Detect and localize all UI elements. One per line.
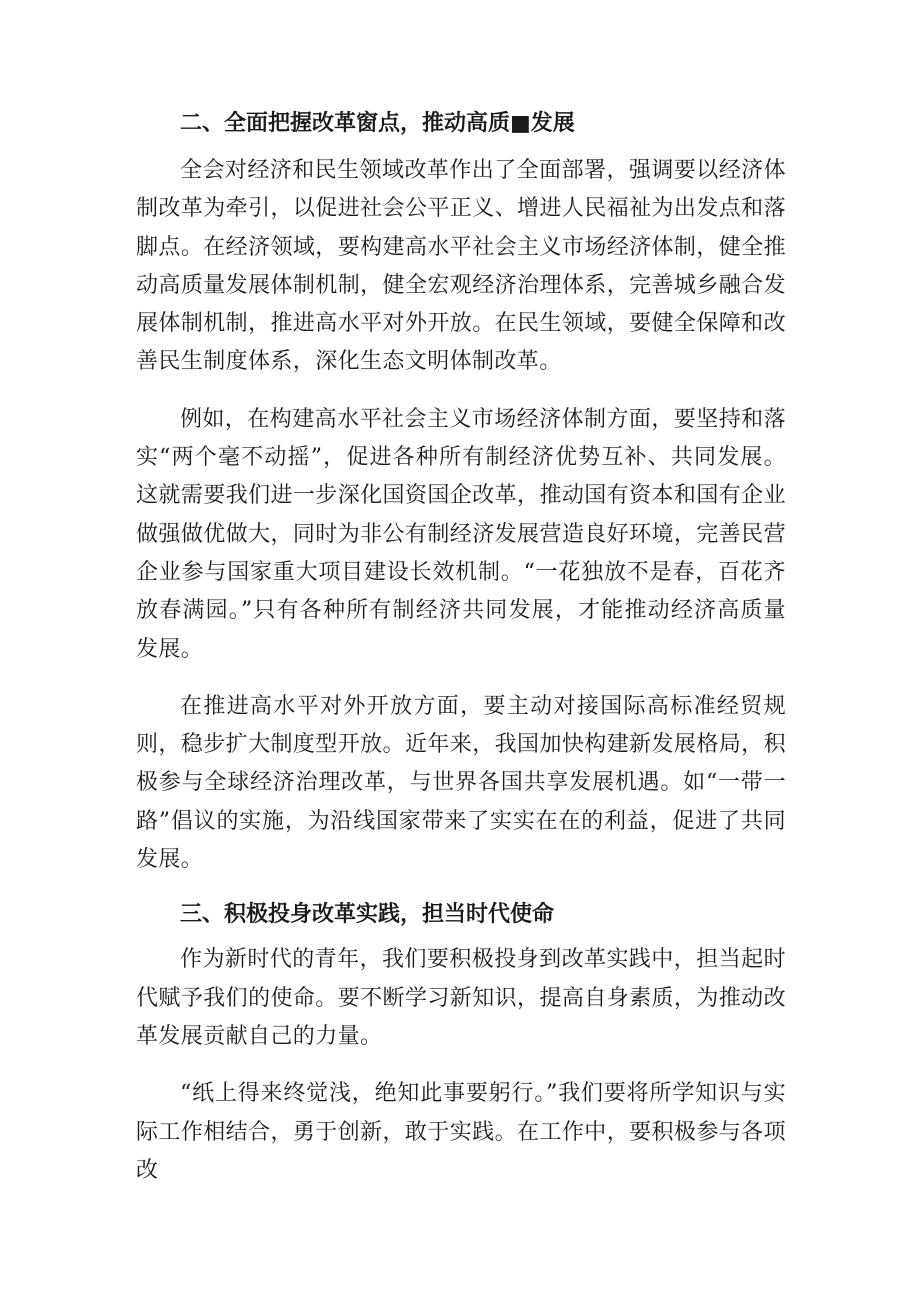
document-page	[136, 108, 786, 1209]
section-heading-3: 三、积极投身改革实践，担当时代使命	[180, 902, 555, 928]
section-3-paragraph-2: “纸上得来终觉浅，绝知此事要躬行。”我们要将所学知识与实际工作相结合，勇于创新，敢于实践。在工作中，要积极参与各项改	[136, 1081, 786, 1183]
section-2-paragraph-2: 例如，在构建高水平社会主义市场经济体制方面，要坚持和落实“两个毫不动摇”，促进各种所有制经济优势互补、共同发展。这就需要我们进一步深化国资国企改革，推动国有资本和国有企业做强做优做大，同时为非公有制经济发展营造良好环境，完善民营企业参与国家重大项目建设长效机制。“一花独放不是春，百花齐放春满园。”只有各种所有制经济共同发展，才能推动经济高质量发展。	[136, 406, 786, 662]
section-heading-2: 二、全面把握改革窗点，推动高质■发展	[180, 111, 575, 136]
section-2-paragraph-3: 在推进高水平对外开放方面，要主动对接国际高标准经贸规则，稳步扩大制度型开放。近年来，我国加快构建新发展格局，积极参与全球经济治理改革，与世界各国共享发展机遇。如“一带一路”倡议的实施，为沿线国家带来了实实在在的利益，促进了共同发展。	[136, 693, 786, 873]
section-3-paragraph-1: 作为新时代的青年，我们要积极投身到改革实践中，担当起时代赋予我们的使命。要不断学习新知识，提高自身素质，为推动改革发展贡献自己的力量。	[136, 947, 786, 1049]
section-2-paragraph-1: 全会对经济和民生领域改革作出了全面部署，强调要以经济体制改革为牵引，以促进社会公平正义、增进人民福祉为出发点和落脚点。在经济领域，要构建高水平社会主义市场经济体制，健全推动高质量发展体制机制，健全宏观经济治理体系，完善城乡融合发展体制机制，推进高水平对外开放。在民生领域，要健全保障和改善民生制度体系，深化生态文明体制改革。	[136, 158, 786, 375]
